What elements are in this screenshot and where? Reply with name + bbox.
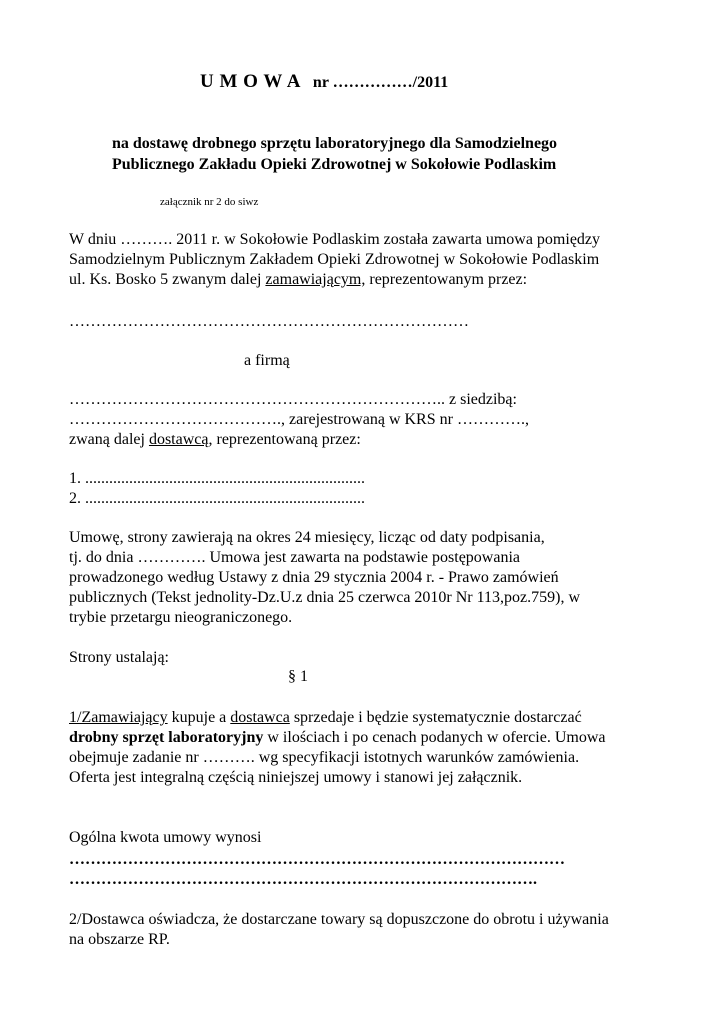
firm-line-3-post: , reprezentowaną przez: (208, 431, 361, 448)
representative-dots-line: ………………………………………………………………… (69, 313, 469, 330)
attachment-note: załącznik nr 2 do siwz (160, 196, 259, 208)
clause-1-post: sprzedaje i będzie systematycznie dostarczać (289, 709, 582, 726)
parties-agree: Strony ustalają: (69, 649, 169, 666)
term-line-3: prowadzonego według Ustawy z dnia 29 stycznia 2004 r. - Prawo zamówień (69, 569, 559, 586)
firm-line-3-pre: zwaną dalej (69, 431, 149, 448)
firm-line-3 (69, 430, 361, 450)
intro-line-2: Samodzielnym Publicznym Zakładem Opieki Zdrowotnej w Sokołowie Podlaskim (69, 251, 600, 268)
subtitle-line-1: na dostawę drobnego sprzętu laboratoryjnego dla Samodzielnego (112, 135, 558, 152)
title-number: nr ……………/2011 (312, 74, 449, 91)
clause-1-line-2-post: w ilościach i po cenach podanych w ofercie. Umowa (263, 729, 606, 746)
term-line-5: trybie przetargu nieograniczonego. (69, 609, 293, 626)
representative-2: 2. ...................................................................... (69, 490, 365, 507)
a-firma-label: a firmą (244, 352, 290, 369)
clause-1-mid: kupuje a (167, 709, 231, 726)
firm-line-1: …………………………………………………………….. z siedzibą: (69, 391, 517, 408)
intro-line-1: W dniu ………. 2011 r. w Sokołowie Podlaskim została zawarta umowa pomiędzy (69, 231, 601, 248)
firm-line-2: …………………………………., zarejestrowaną w KRS nr …………., (69, 411, 529, 428)
term-line-2: tj. do dnia …………. Umowa jest zawarta na podstawie postępowania (69, 549, 520, 566)
intro-line-3-pre: ul. Ks. Bosko 5 zwanym dalej (69, 271, 266, 288)
term-line-4: publicznych (Tekst jednolity-Dz.U.z dnia 25 czerwca 2010r Nr 113,poz.759), w (69, 589, 581, 606)
representative-1: 1. ...................................................................... (69, 470, 365, 487)
term-line-1: Umowę, strony zawierają na okres 24 miesięcy, licząc od daty podpisania, (69, 529, 545, 546)
clause-1-line-1 (69, 708, 582, 728)
clause-1-line-2 (69, 728, 605, 748)
clause-1-product: drobny sprzęt laboratoryjny (69, 729, 264, 746)
total-amount-label: Ogólna kwota umowy wynosi (69, 829, 262, 846)
title-umowa: U M O W A (200, 71, 301, 92)
clause-1-line-4: Oferta jest integralną częścią niniejszej umowy i stanowi jej załącznik. (69, 769, 523, 786)
clause-1-zamawiajacy: 1/Zamawiający (69, 709, 168, 726)
intro-line-3-post: reprezentowanym przez: (365, 271, 528, 288)
intro-line-3 (69, 270, 527, 290)
total-amount-dots-2: ……………………………………………………………………………. (69, 871, 537, 888)
term-dostawca: dostawcą (148, 431, 209, 448)
total-amount-dots-1: ………………………………………………………………………………… (69, 851, 565, 868)
clause-2-line-2: na obszarze RP. (69, 931, 170, 948)
document-title (200, 72, 448, 93)
term-zamawiajacy: zamawiającym, (265, 271, 366, 288)
clause-1-dostawca: dostawca (230, 709, 290, 726)
subtitle-line-2: Publicznego Zakładu Opieki Zdrowotnej w Sokołowie Podlaskim (112, 156, 557, 173)
section-1-heading: § 1 (288, 668, 308, 685)
clause-2-line-1: 2/Dostawca oświadcza, że dostarczane towary są dopuszczone do obrotu i używania (69, 911, 609, 928)
clause-1-line-3: obejmuje zadanie nr ………. wg specyfikacji istotnych warunków zamówienia. (69, 749, 580, 766)
